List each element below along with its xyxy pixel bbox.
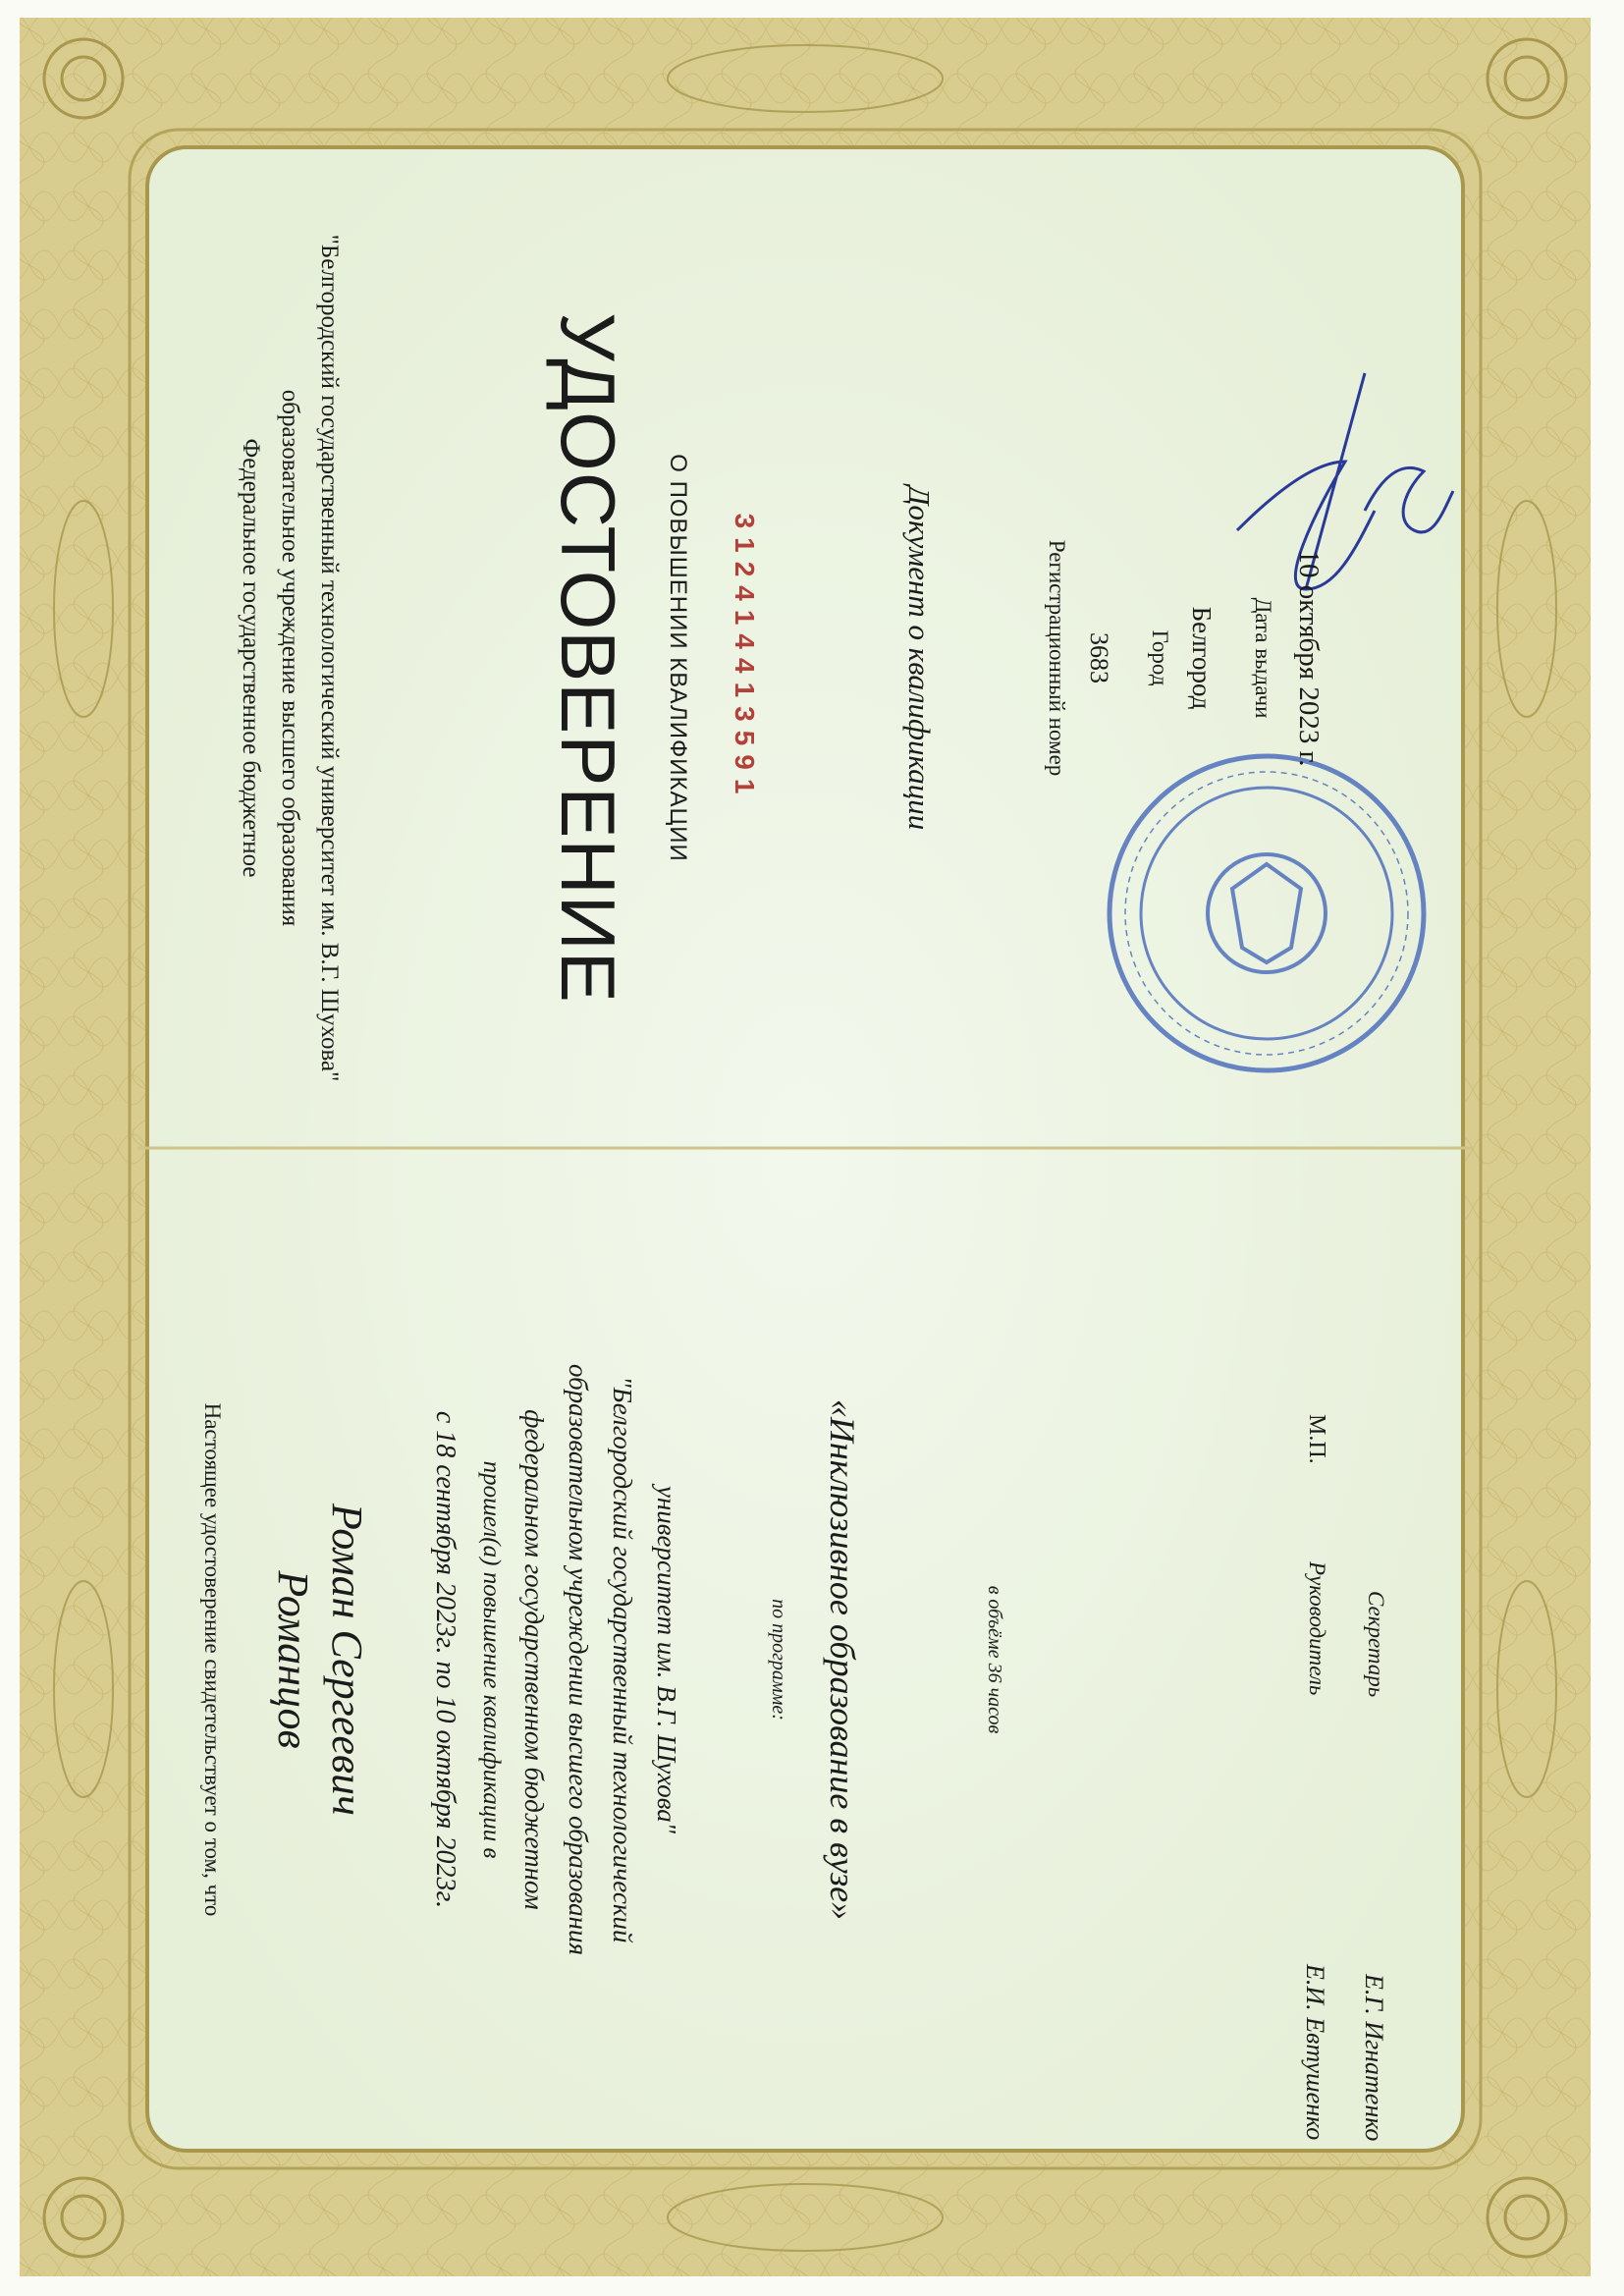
page-title: УДОСТОВЕРЕНИЕ bbox=[545, 312, 631, 1004]
program-hours: в объёме 36 часов bbox=[984, 1585, 1005, 1734]
secretary-name: Е.Г. Игнатенко bbox=[1360, 1974, 1388, 2142]
body-line-4: "Белгородский государственный технологический bbox=[608, 1376, 637, 1943]
org-line-3: "Белгородский государственный технологический университет им. В.Г. Шухова" bbox=[316, 234, 343, 1082]
seal-mark-label: М.П. bbox=[1304, 1414, 1329, 1464]
registration-label: Регистрационный номер bbox=[1045, 539, 1069, 777]
intro-text: Настоящее удостоверение свидетельствует о том, что bbox=[200, 1402, 225, 1917]
program-label: по программе: bbox=[768, 1599, 789, 1721]
city-value: Белгород bbox=[1187, 606, 1217, 710]
document-type: Документ о квалификации bbox=[902, 485, 937, 831]
secretary-role: Секретарь bbox=[1364, 1591, 1388, 1698]
subtitle: О ПОВЫШЕНИИ КВАЛИФИКАЦИИ bbox=[665, 454, 691, 862]
org-line-2: образовательное учреждение высшего образования bbox=[277, 389, 303, 927]
city-label: Город bbox=[1148, 629, 1172, 686]
body-line-1: прошел(а) повышение квалификации в bbox=[478, 1460, 505, 1859]
issue-date: 10 октября 2023 г. bbox=[1293, 549, 1325, 767]
serial-number: 312414413591 bbox=[730, 513, 760, 803]
recipient-surname: Романцов bbox=[269, 1570, 317, 1749]
org-line-1: Федеральное государственное бюджетное bbox=[238, 438, 264, 878]
body-line-3: образовательном учреждении высшего образования bbox=[564, 1363, 593, 1956]
training-period: с 18 сентября 2023г. по 10 октября 2023г. bbox=[430, 1410, 460, 1909]
body-line-2: федеральном государственном бюджетном bbox=[519, 1409, 549, 1910]
program-title: «Инклюзивное образование в вузе» bbox=[823, 1398, 862, 1921]
recipient-name: Роман Сергеевич bbox=[323, 1503, 371, 1816]
issue-date-label: Дата выдачи bbox=[1251, 597, 1275, 719]
registration-number: 3683 bbox=[1085, 632, 1113, 683]
body-line-5: университет им. В.Г. Шухова" bbox=[652, 1485, 681, 1834]
head-name: Е.И. Евтушенко bbox=[1301, 1964, 1329, 2141]
head-role: Руководитель bbox=[1305, 1561, 1329, 1696]
